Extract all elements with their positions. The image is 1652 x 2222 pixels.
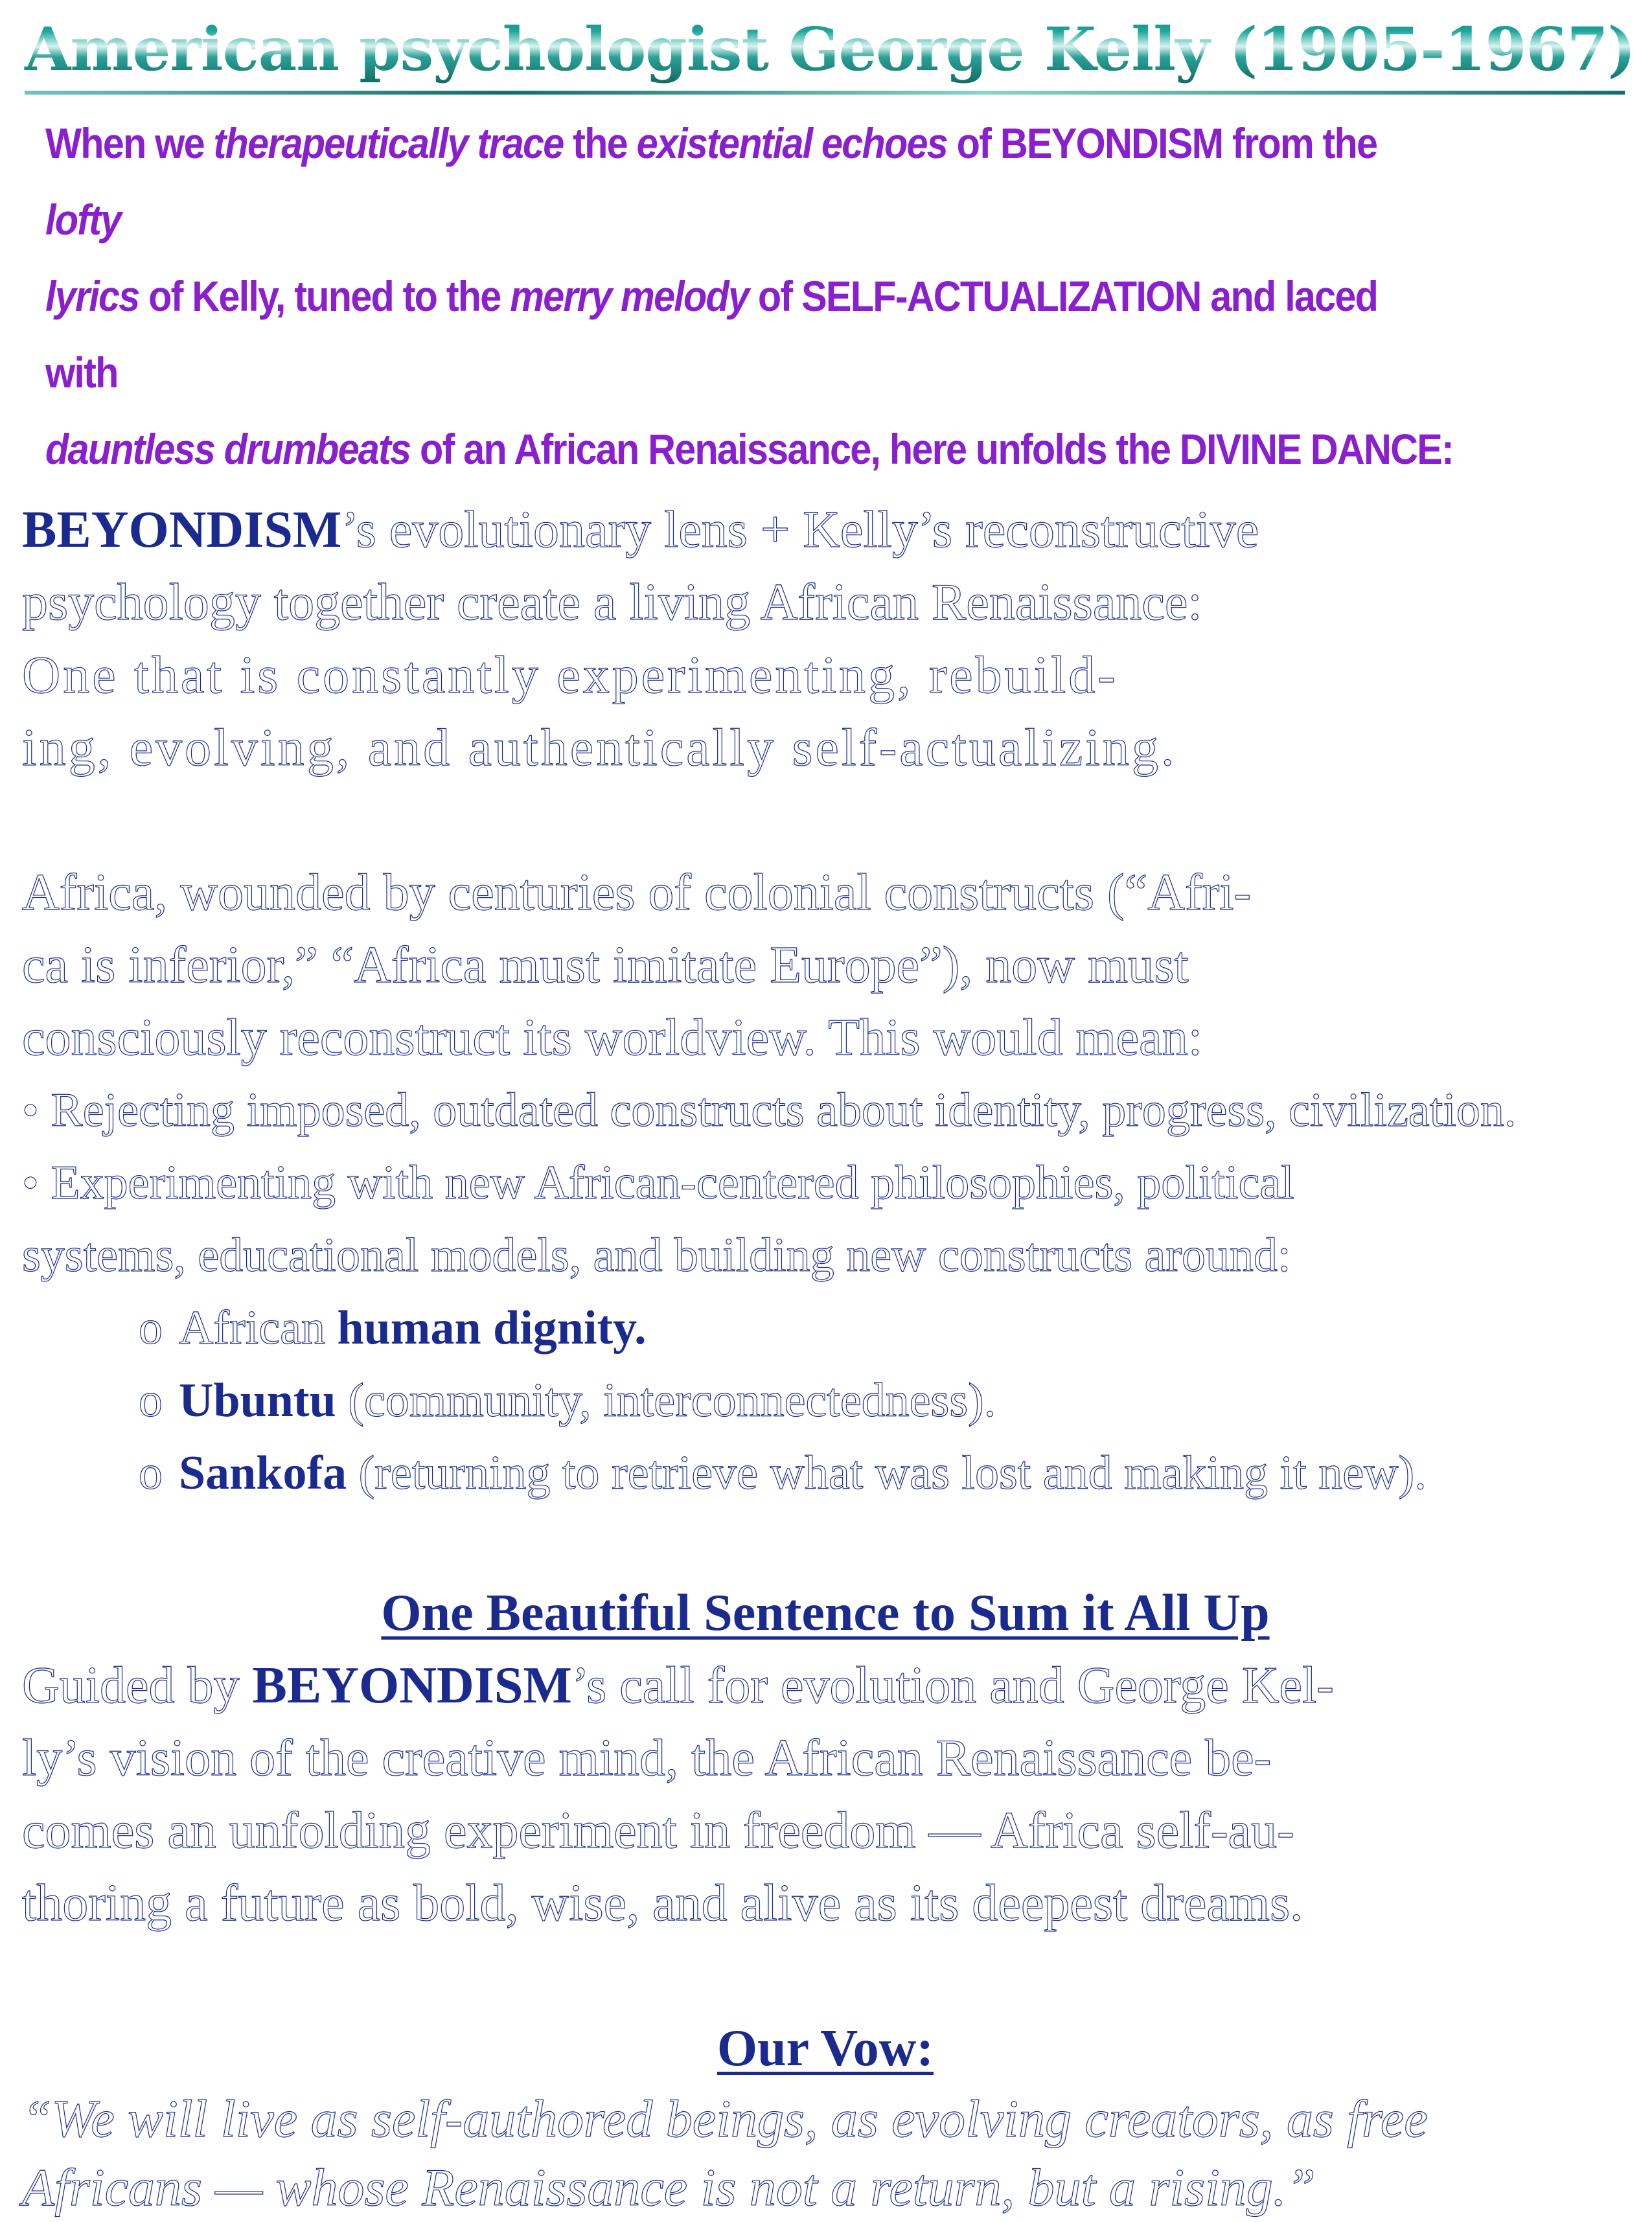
intro-text: of Kelly, tuned to the xyxy=(139,272,511,320)
paragraph-beyondism xyxy=(22,494,1629,784)
text-run: ’s call for evolution and George Kel- xyxy=(571,1657,1334,1714)
bullet-item: • Experimenting with new African-centered philosophies, political xyxy=(22,1156,1294,1209)
summary-heading: One Beautiful Sentence to Sum it All Up xyxy=(381,1585,1270,1642)
intro-text-italic: lofty xyxy=(45,196,121,244)
sub-list-item xyxy=(22,1364,1629,1437)
text-line: “We will live as self-authored beings, as evolving creators, as free xyxy=(22,2089,1428,2148)
emphasis-beyondism: BEYONDISM xyxy=(252,1657,572,1714)
list-marker: o xyxy=(139,1447,163,1500)
text-run: (returning to retrieve what was lost and making it new). xyxy=(347,1447,1427,1500)
paragraph-africa xyxy=(22,856,1629,1509)
page-title: American psychologist George Kelly (1905-1967) xyxy=(22,0,1630,89)
bullet-item: • Rejecting imposed, outdated constructs about identity, progress, civilization. xyxy=(22,1084,1517,1137)
sub-list-item xyxy=(22,1292,1629,1364)
title-underline xyxy=(25,91,1625,95)
intro-text-italic: dauntless drumbeats xyxy=(45,425,411,473)
intro-line xyxy=(45,105,1456,258)
intro-line xyxy=(45,258,1456,411)
text-line: ca is inferior,” “Africa must imitate Europe”), now must xyxy=(22,937,1189,994)
text-line: consciously reconstruct its worldview. This would mean: xyxy=(22,1009,1202,1066)
text-line: ly’s vision of the creative mind, the African Renaissance be- xyxy=(22,1730,1272,1787)
text-line: Africans — whose Renaissance is not a return, but a rising.” xyxy=(22,2158,1316,2217)
intro-line xyxy=(45,411,1456,487)
emphasis-human-dignity: human dignity. xyxy=(337,1301,647,1355)
sub-list-item xyxy=(22,1437,1629,1509)
text-line: One that is constantly experimenting, rebuild- xyxy=(22,645,1118,704)
intro-text: of SELF-ACTUALIZATION and laced with xyxy=(45,272,1378,396)
summary-paragraph xyxy=(22,1649,1629,1940)
intro-text: the xyxy=(563,119,637,167)
intro-text: of an African Renaissance, here unfolds the DIVINE DANCE: xyxy=(410,425,1453,473)
emphasis-ubuntu: Ubuntu xyxy=(179,1374,336,1427)
text-line: psychology together create a living African Renaissance: xyxy=(22,574,1202,631)
text-run: (community, interconnectedness). xyxy=(336,1374,996,1427)
text-line: comes an unfolding experiment in freedom — Africa self-au- xyxy=(22,1802,1294,1859)
list-marker: o xyxy=(139,1374,163,1427)
text-line: thoring a future as bold, wise, and alive as its deepest dreams. xyxy=(22,1875,1303,1932)
text-run: ’s evolutionary lens + Kelly’s reconstructive xyxy=(341,501,1259,558)
intro-text-italic: lyrics xyxy=(45,272,139,320)
emphasis-sankofa: Sankofa xyxy=(179,1447,347,1500)
list-marker: o xyxy=(139,1301,163,1355)
text-line: ing, evolving, and authentically self-actualizing. xyxy=(22,718,1177,777)
text-line xyxy=(22,494,1629,566)
text-line: Africa, wounded by centuries of colonial constructs (“Afri- xyxy=(22,864,1252,921)
vow-heading: Our Vow: xyxy=(717,2020,934,2077)
emphasis-beyondism: BEYONDISM xyxy=(22,501,342,558)
text-line xyxy=(22,1649,1629,1722)
bullet-item-continuation: systems, educational models, and building new constructs around: xyxy=(22,1229,1291,1282)
intro-text: When we xyxy=(45,119,214,167)
intro-paragraph xyxy=(45,105,1456,487)
text-run: Guided by xyxy=(22,1657,253,1714)
text-run: African xyxy=(179,1301,338,1355)
vow-quote xyxy=(22,2085,1635,2222)
intro-text-italic: existential echoes xyxy=(636,119,947,167)
intro-text-italic: merry melody xyxy=(510,272,749,320)
intro-text: of BEYONDISM from the xyxy=(946,119,1377,167)
intro-text-italic: therapeutically trace xyxy=(213,119,564,167)
